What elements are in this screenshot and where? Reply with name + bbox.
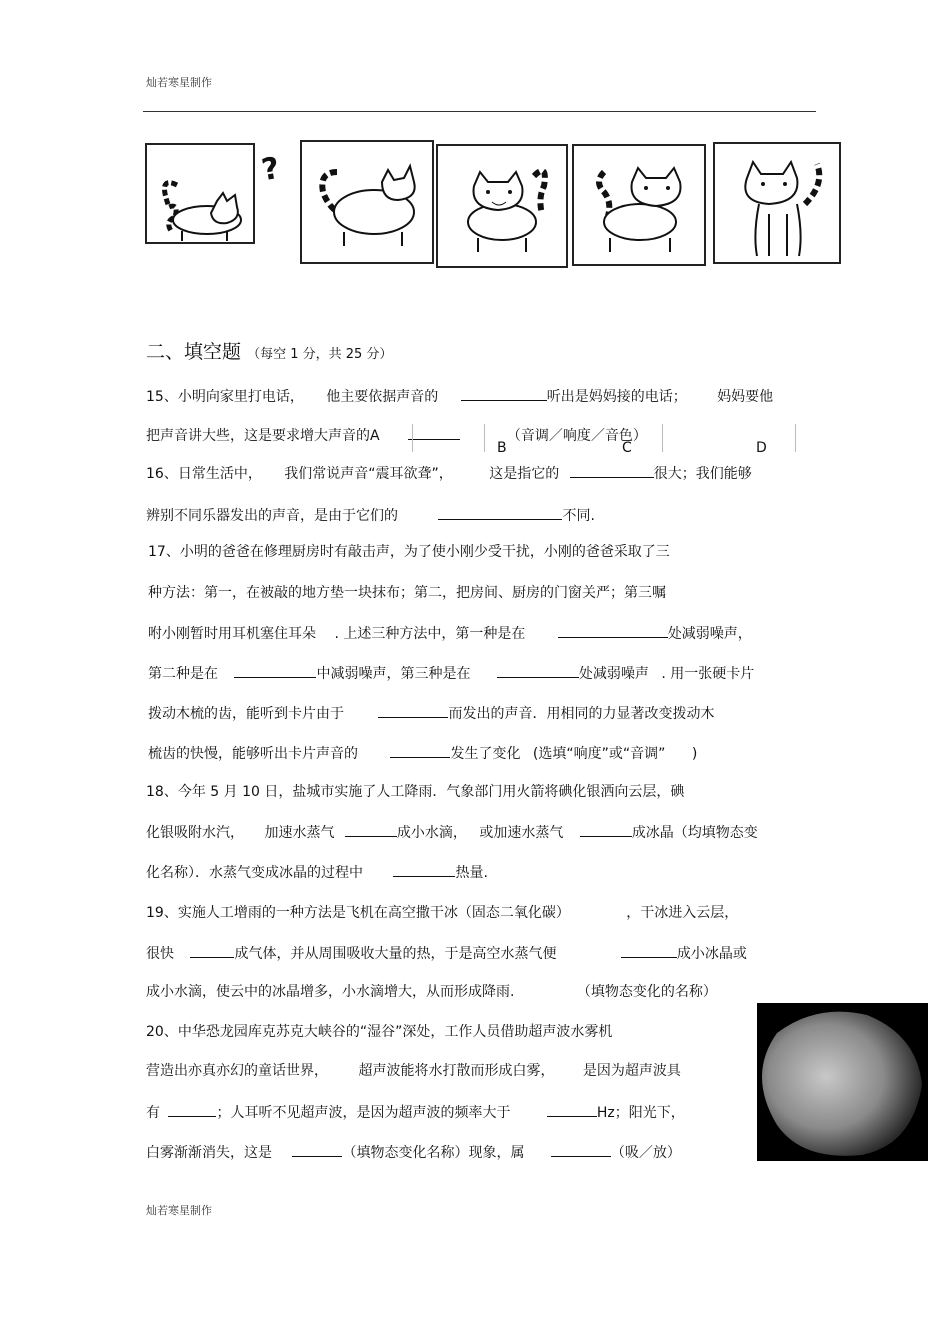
cat-2 — [302, 142, 432, 262]
q18-line-3 — [146, 862, 488, 882]
q20-text: Hz；阳光下， — [596, 1105, 685, 1121]
page-header: 灿若寒星制作 — [146, 76, 212, 89]
q16-text: 辨别不同乐器发出的声音，是由于它们的 — [146, 508, 398, 524]
q17-text: 咐小刚暂时用耳机塞住耳朵 — [148, 626, 316, 642]
q17-line-6 — [148, 743, 697, 763]
q17-text: 中减弱噪声，第三种是在 — [316, 666, 471, 682]
option-a-label: A — [370, 428, 380, 444]
q19-text: 很快 — [146, 946, 174, 962]
cat-5 — [715, 144, 839, 262]
q16-blank-1[interactable] — [570, 463, 654, 478]
q17-text: 发生了变化 — [450, 746, 521, 762]
q20-blank-2[interactable] — [547, 1102, 597, 1117]
cat-3 — [438, 146, 566, 266]
mist-cloud-image — [757, 1003, 928, 1161]
q20-line-3 — [146, 1102, 685, 1122]
cat-1 — [147, 145, 253, 242]
q18-line-2 — [146, 822, 758, 842]
question-mark-icon: ? — [259, 150, 283, 189]
q16-line-1 — [146, 463, 752, 483]
q16-text: 16、日常生活中， — [146, 466, 262, 482]
q16-blank-2[interactable] — [438, 505, 562, 520]
q17-line-1: 17、小明的爸爸在修理厨房时有敲击声，为了使小刚少受干扰，小刚的爸爸采取了三 — [148, 544, 670, 560]
q17-text: 而发出的声音．用相同的力显著改变拨动木 — [448, 706, 715, 722]
q15-text: 妈妈要他 — [717, 389, 774, 405]
option-b-label: B — [497, 440, 507, 456]
option-divider — [662, 424, 663, 452]
q18-blank-2[interactable] — [580, 822, 632, 837]
q20-text: 是因为超声波具 — [582, 1063, 681, 1079]
q15-text: 15、小明向家里打电话， — [146, 389, 304, 405]
q17-text: . 用一张硬卡片 — [661, 666, 755, 682]
section-title-text: 二、填空题 — [146, 341, 242, 363]
q19-blank-2[interactable] — [621, 943, 677, 958]
q15-text: 他主要依据声音的 — [326, 389, 439, 405]
q20-line-2 — [146, 1062, 681, 1080]
q16-line-2 — [146, 505, 595, 525]
cat-frame-5 — [713, 142, 841, 264]
cat-frame-4 — [572, 144, 706, 266]
q19-text: （填物态变化的名称） — [576, 984, 717, 1000]
option-divider — [795, 424, 796, 452]
option-divider — [484, 424, 485, 452]
cat-4 — [574, 146, 704, 264]
q17-blank-4[interactable] — [378, 703, 448, 718]
q15-blank-1[interactable] — [461, 386, 547, 401]
section-score-note: （每空 1 分，共 25 分） — [247, 347, 393, 362]
q20-text: 营造出亦真亦幻的童话世界， — [146, 1063, 328, 1079]
q18-line-1: 18、今年 5 月 10 日，盐城市实施了人工降雨．气象部门用火箭将碘化银洒向云层，碘 — [146, 784, 685, 800]
q18-text: 加速水蒸气 — [264, 825, 335, 841]
q20-line-1: 20、中华恐龙园库克苏克大峡谷的“湿谷”深处，工作人员借助超声波水雾机 — [146, 1024, 613, 1040]
q16-text: 我们常说声音“震耳欲聋”， — [284, 466, 453, 482]
q16-text: 很大；我们能够 — [653, 466, 752, 482]
q17-text: 处减弱噪声 — [578, 666, 649, 682]
q18-text: 化名称）．水蒸气变成冰晶的过程中 — [146, 865, 363, 881]
header-rule — [143, 111, 816, 112]
q15-text: （音调／响度／音色） — [506, 428, 647, 444]
q18-blank-1[interactable] — [345, 822, 397, 837]
q17-text: . 上述三种方法中，第一种是在 — [334, 626, 526, 642]
q17-line-4 — [148, 663, 754, 683]
q19-text: 成小冰晶或 — [676, 946, 747, 962]
section-title — [146, 337, 392, 364]
q19-blank-1[interactable] — [190, 943, 234, 958]
option-divider — [412, 424, 413, 452]
q20-blank-1[interactable] — [168, 1102, 216, 1117]
q20-text: 白雾渐渐消失，这是 — [146, 1145, 272, 1161]
q20-blank-3[interactable] — [292, 1142, 342, 1157]
q15-blank-2[interactable] — [408, 425, 460, 440]
q20-text: ；人耳听不见超声波，是因为超声波的频率大于 — [216, 1105, 511, 1121]
cat-frame-3 — [436, 144, 568, 268]
cat-frame-2 — [300, 140, 434, 264]
q17-blank-2[interactable] — [234, 663, 316, 678]
q16-text: 不同. — [562, 508, 595, 524]
q19-text: ，干冰进入云层， — [626, 905, 739, 921]
q20-text: 超声波能将水打散而形成白雾， — [358, 1063, 555, 1079]
q16-text: 这是指它的 — [489, 466, 560, 482]
q17-line-2: 种方法：第一，在被敲的地方垫一块抹布；第二，把房间、厨房的门窗关严；第三嘱 — [148, 585, 666, 601]
q17-blank-1[interactable] — [558, 623, 668, 638]
page-footer: 灿若寒星制作 — [146, 1204, 212, 1217]
q17-blank-3[interactable] — [497, 663, 579, 678]
q17-blank-5[interactable] — [390, 743, 450, 758]
q19-text: 成气体，并从周围吸收大量的热，于是高空水蒸气便 — [234, 946, 557, 962]
q17-line-3 — [148, 623, 752, 643]
q17-text: 第二种是在 — [148, 666, 218, 682]
option-c-label: C — [622, 440, 632, 456]
q15-line-1 — [146, 386, 773, 406]
q18-text: 化银吸附水汽， — [146, 825, 244, 841]
q20-text: （吸／放） — [610, 1145, 681, 1161]
q20-blank-4[interactable] — [551, 1142, 611, 1157]
q15-text: 把声音讲大些，这是要求增大声音的 — [146, 428, 370, 444]
q18-text: 热量. — [455, 865, 488, 881]
q19-text: 19、实施人工增雨的一种方法是飞机在高空撒干冰（固态二氧化碳） — [146, 905, 570, 921]
q19-line-2 — [146, 943, 747, 963]
q17-text: 梳齿的快慢，能够听出卡片声音的 — [148, 746, 358, 762]
q17-text: 处减弱噪声， — [667, 626, 752, 642]
q18-text: 成小水滴， — [396, 825, 467, 841]
q18-text: 成冰晶（均填物态变 — [631, 825, 758, 841]
q19-line-1 — [146, 904, 738, 922]
q19-text: 成小水滴，使云中的冰晶增多，小水滴增大，从而形成降雨. — [146, 984, 515, 1000]
q20-text: （填物态变化名称）现象，属 — [342, 1145, 525, 1161]
q20-line-4 — [146, 1142, 681, 1162]
option-d-label: D — [756, 440, 767, 456]
q15-line-2 — [146, 425, 647, 445]
q15-text: 听出是妈妈接的电话； — [546, 389, 687, 405]
mist-photo — [757, 1003, 928, 1161]
q18-text: 或加速水蒸气 — [479, 825, 564, 841]
q17-text: 拨动木梳的齿，能听到卡片由于 — [148, 706, 344, 722]
cat-frame-1 — [145, 143, 255, 244]
q19-line-3 — [146, 983, 717, 1001]
q17-text: (选填“响度”或“音调” — [532, 746, 666, 762]
q17-text: ) — [691, 746, 698, 762]
q18-blank-3[interactable] — [393, 862, 455, 877]
q17-line-5 — [148, 703, 714, 723]
q20-text: 有 — [146, 1105, 160, 1121]
